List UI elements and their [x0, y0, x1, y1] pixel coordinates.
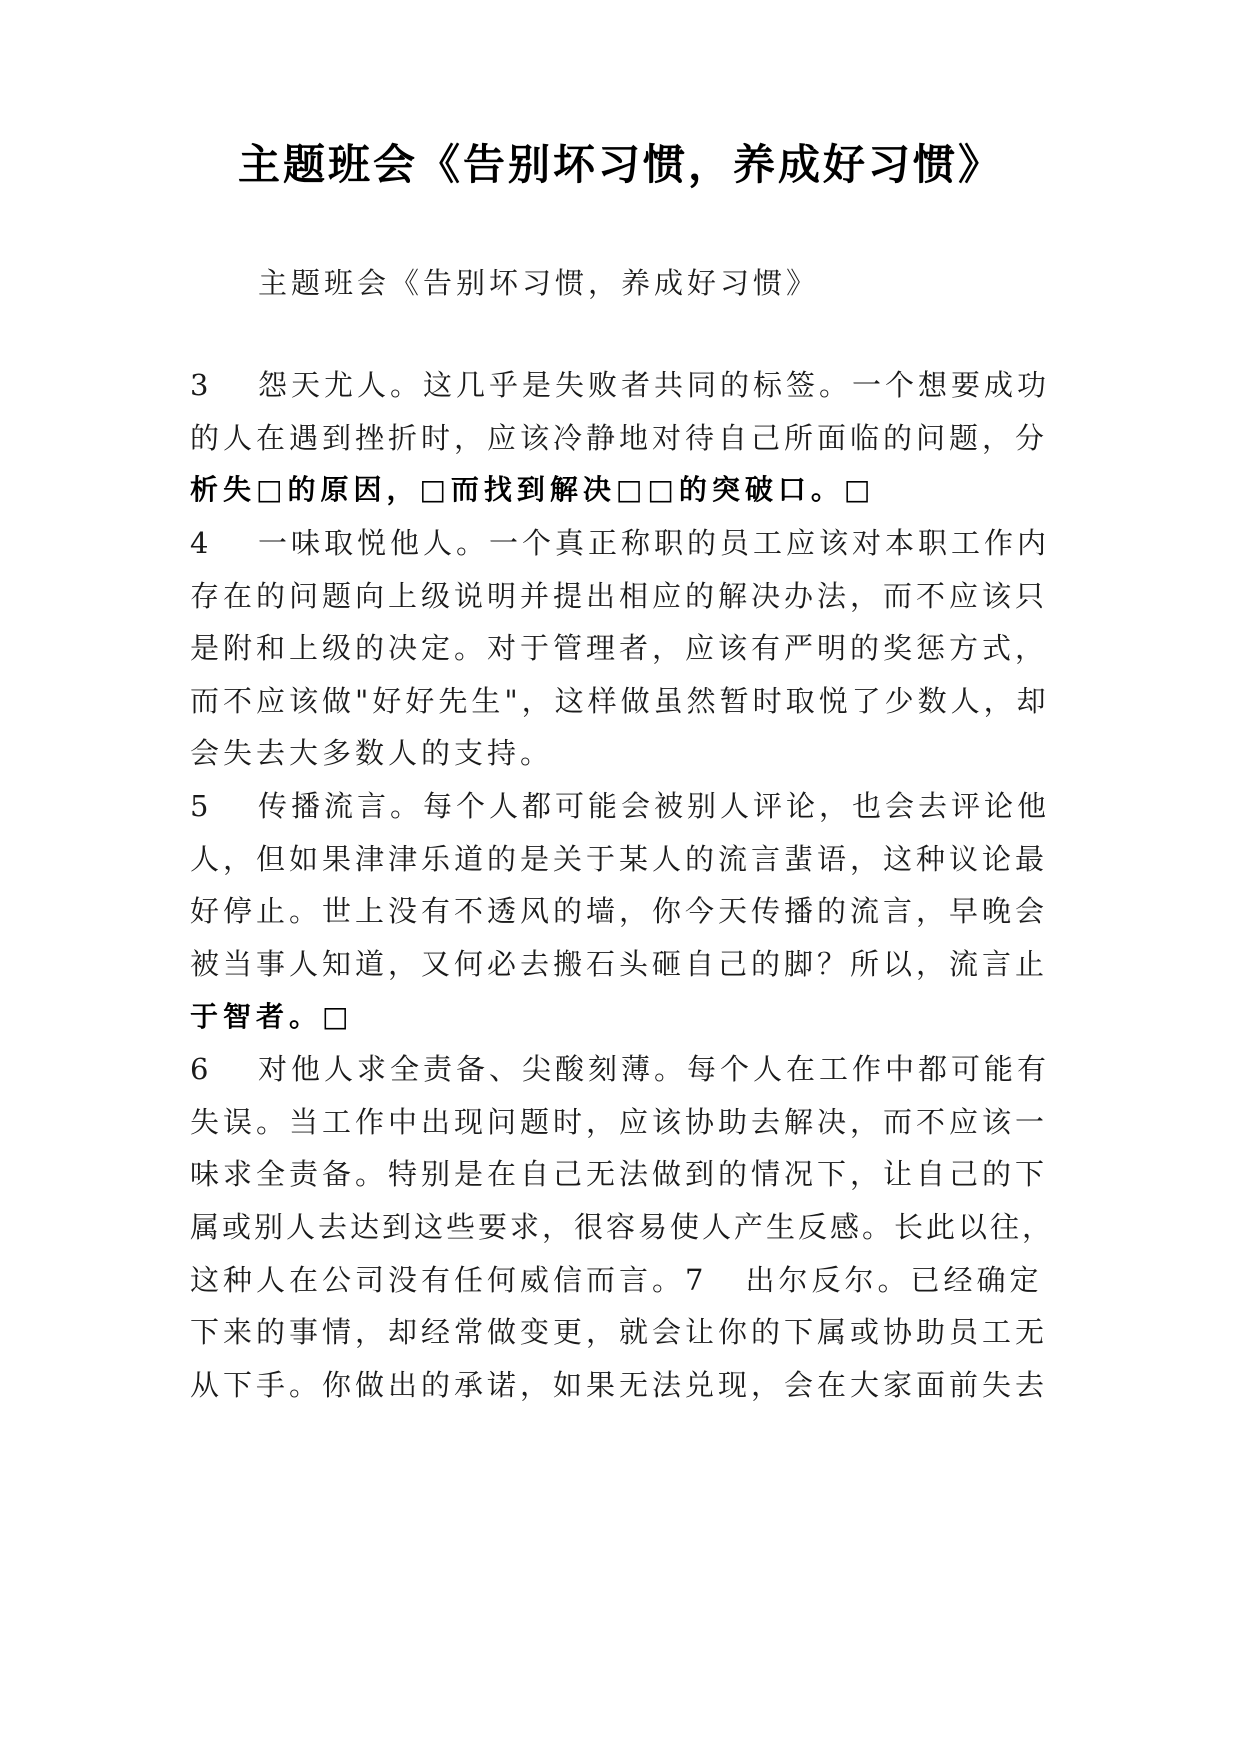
body-line	[190, 412, 1130, 465]
line-text: 属或别人去达到这些要求，很容易使人产生反感。长此以往，	[190, 1210, 1055, 1244]
line-text: 味求全责备。特别是在自己无法做到的情况下，让自己的下	[190, 1157, 1049, 1192]
paragraph-number: 4	[190, 525, 209, 560]
body-line	[190, 938, 1130, 991]
paragraph-number: 5	[190, 789, 209, 823]
body-line	[190, 885, 1130, 938]
body-line	[190, 1201, 1130, 1254]
line-text: 人，但如果津津乐道的是关于某人的流言蜚语，这种议论最	[190, 841, 1049, 876]
body-line	[190, 1043, 1130, 1096]
line-text: 而不应该做"好好先生"，这样做虽然暂时取悦了少数人，却	[190, 683, 1050, 718]
line-text: 下来的事情，却经常做变更，就会让你的下属或协助员工无	[190, 1315, 1049, 1350]
line-text: 一味取悦他人。一个真正称职的员工应该对本职工作内	[258, 525, 1051, 560]
body-line	[190, 1254, 1130, 1307]
body-line	[190, 517, 1130, 570]
body-line	[190, 622, 1130, 675]
line-text: 怨天尤人。这几乎是失败者共同的标签。一个想要成功	[258, 368, 1051, 402]
body-line	[190, 727, 1130, 780]
body-line	[190, 833, 1130, 886]
line-text-continued: 出尔反尔。已经确定	[745, 1262, 1043, 1297]
line-text: 对他人求全责备、尖酸刻薄。每个人在工作中都可能有	[258, 1052, 1051, 1087]
body-line	[190, 1096, 1130, 1149]
line-text: 从下手。你做出的承诺，如果无法兑现，会在大家面前失去	[190, 1367, 1049, 1402]
line-text: 析失□的原因，□而找到解决□□的突破口。□	[190, 473, 876, 507]
line-text: 的人在遇到挫折时，应该冷静地对待自己所面临的问题，分	[190, 420, 1049, 455]
body-line-bold	[190, 991, 1130, 1044]
body-line-bold	[190, 464, 1130, 517]
body-line	[190, 780, 1130, 833]
body-line	[190, 1359, 1130, 1412]
line-text: 传播流言。每个人都可能会被别人评论，也会去评论他	[258, 789, 1051, 823]
paragraph-number: 6	[190, 1052, 209, 1087]
line-text: 是附和上级的决定。对于管理者，应该有严明的奖惩方式，	[190, 631, 1049, 666]
document-body	[190, 359, 1130, 1412]
body-line	[190, 675, 1130, 728]
body-line	[190, 1306, 1130, 1359]
line-text: 被当事人知道，又何必去搬石头砸自己的脚？所以，流言止	[190, 946, 1049, 981]
document-title: 主题班会《告别坏习惯，养成好习惯》	[237, 140, 1003, 189]
line-text: 这种人在公司没有任何威信而言。7	[190, 1262, 708, 1297]
body-line	[190, 1148, 1130, 1201]
paragraph-number: 3	[190, 368, 209, 402]
line-text: 会失去大多数人的支持。	[190, 736, 554, 771]
line-text: 存在的问题向上级说明并提出相应的解决办法，而不应该只	[190, 578, 1049, 613]
line-text: 于智者。□	[190, 999, 354, 1033]
line-text: 失误。当工作中出现问题时，应该协助去解决，而不应该一	[190, 1104, 1049, 1139]
line-text: 好停止。世上没有不透风的墙，你今天传播的流言，早晚会	[190, 894, 1049, 929]
document-subtitle: 主题班会《告别坏习惯，养成好习惯》	[258, 266, 820, 300]
body-line	[190, 359, 1130, 412]
body-line	[190, 570, 1130, 623]
